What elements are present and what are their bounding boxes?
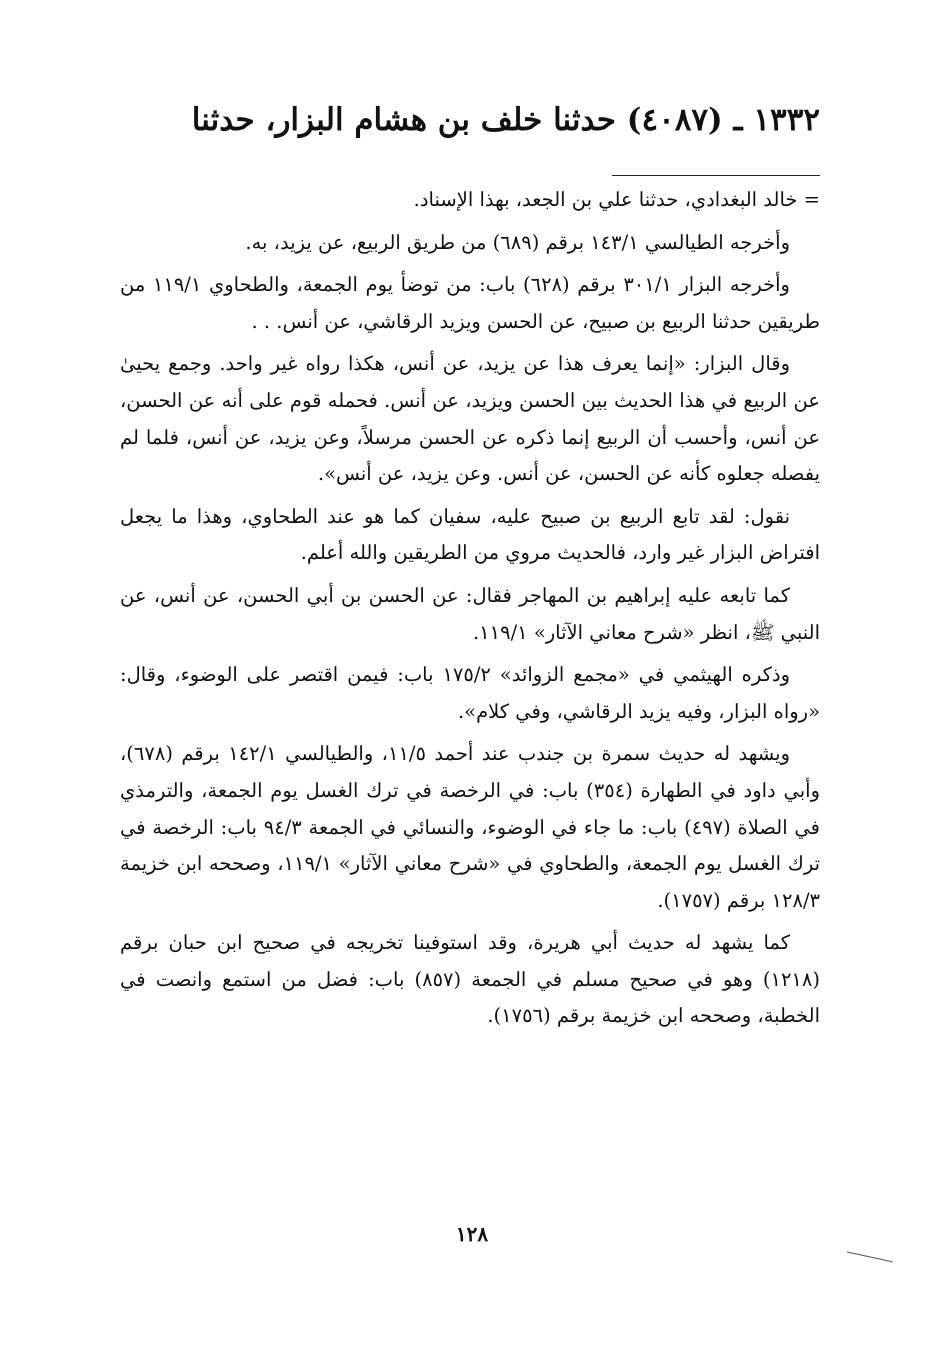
footnote-paragraph: ويشهد له حديث سمرة بن جندب عند أحمد ١١/٥، والطيالسي ١٤٢/١ برقم (٦٧٨)، وأبي داود في الطهارة (٣٥٤) باب: في الرخصة في ترك الغسل يوم الجمعة، والترمذي في الصلاة (٤٩٧) باب: ما جاء في الوضوء، والنسائي في الجمعة ٩٤/٣ باب: الرخصة في ترك الغسل يوم الجمعة، والطحاوي في «شرح معاني الآثار» ١١٩/١، وصححه ابن خزيمة ١٢٨/٣ برقم (١٧٥٧). <box>120 742 821 912</box>
footnote-paragraph: نقول: لقد تابع الربيع بن صبيح عليه، سفيان كما هو عند الطحاوي، وهذا ما يجعل افتراض البزار غير وارد، فالحديث مروي من الطريقين والله أعلم. <box>120 504 820 565</box>
footnote-continuation: = خالد البغدادي، حدثنا علي بن الجعد، بهذا الإسناد. <box>413 188 820 211</box>
scan-artifact-mark <box>846 1250 894 1264</box>
footnotes-section <box>120 182 820 1041</box>
footnote-paragraph: كما يشهد له حديث أبي هريرة، وقد استوفينا تخريجه في صحيح ابن حبان برقم (١٢١٨) وهو في صحيح مسلم في الجمعة (٨٥٧) باب: فضل من استمع وانصت في الخطبة، وصححه ابن خزيمة برقم (١٧٥٦). <box>120 931 820 1028</box>
hadith-main-text: ١٣٣٢ ـ (٤٠٨٧) حدثنا خلف بن هشام البزار، حدثنا <box>191 102 820 138</box>
footnote-paragraph: وأخرجه البزار ٣٠١/١ برقم (٦٢٨) باب: من توضأ يوم الجمعة، والطحاوي ١١٩/١ من طريقين حدثنا الربيع بن صبيح، عن الحسن ويزيد الرقاشي، عن أنس. . . <box>120 273 820 333</box>
footnote-separator <box>612 175 820 176</box>
page-number: ١٢٨ <box>455 1222 489 1246</box>
footnote-paragraph: وأخرجه الطيالسي ١٤٣/١ برقم (٦٨٩) من طريق الربيع، عن يزيد، به. <box>245 230 790 254</box>
footnote-paragraph: وذكره الهيثمي في «مجمع الزوائد» ١٧٥/٢ باب: فيمن اقتصر على الوضوء، وقال: «رواه البزار، وفيه يزيد الرقاشي، وفي كلام». <box>120 663 820 723</box>
footnote-paragraph: وقال البزار: «إنما يعرف هذا عن يزيد، عن أنس، هكذا رواه غير واحد. وجمع يحيىٰ عن الربيع في هذا الحديث بين الحسن ويزيد، عن أنس. فحمله قوم على أنه عن الحسن، عن أنس، وأحسب أن الربيع إنما ذكره عن الحسن مرسلاً، وعن يزيد، عن أنس، فلما لم يفصله جعلوه كأنه عن الحسن، عن أنس. وعن يزيد، عن أنس». <box>120 352 820 486</box>
footnote-paragraph: كما تابعه عليه إبراهيم بن المهاجر فقال: عن الحسن بن أبي الحسن، عن أنس، عن النبي ﷺ، انظر «شرح معاني الآثار» ١١٩/١. <box>120 583 820 644</box>
